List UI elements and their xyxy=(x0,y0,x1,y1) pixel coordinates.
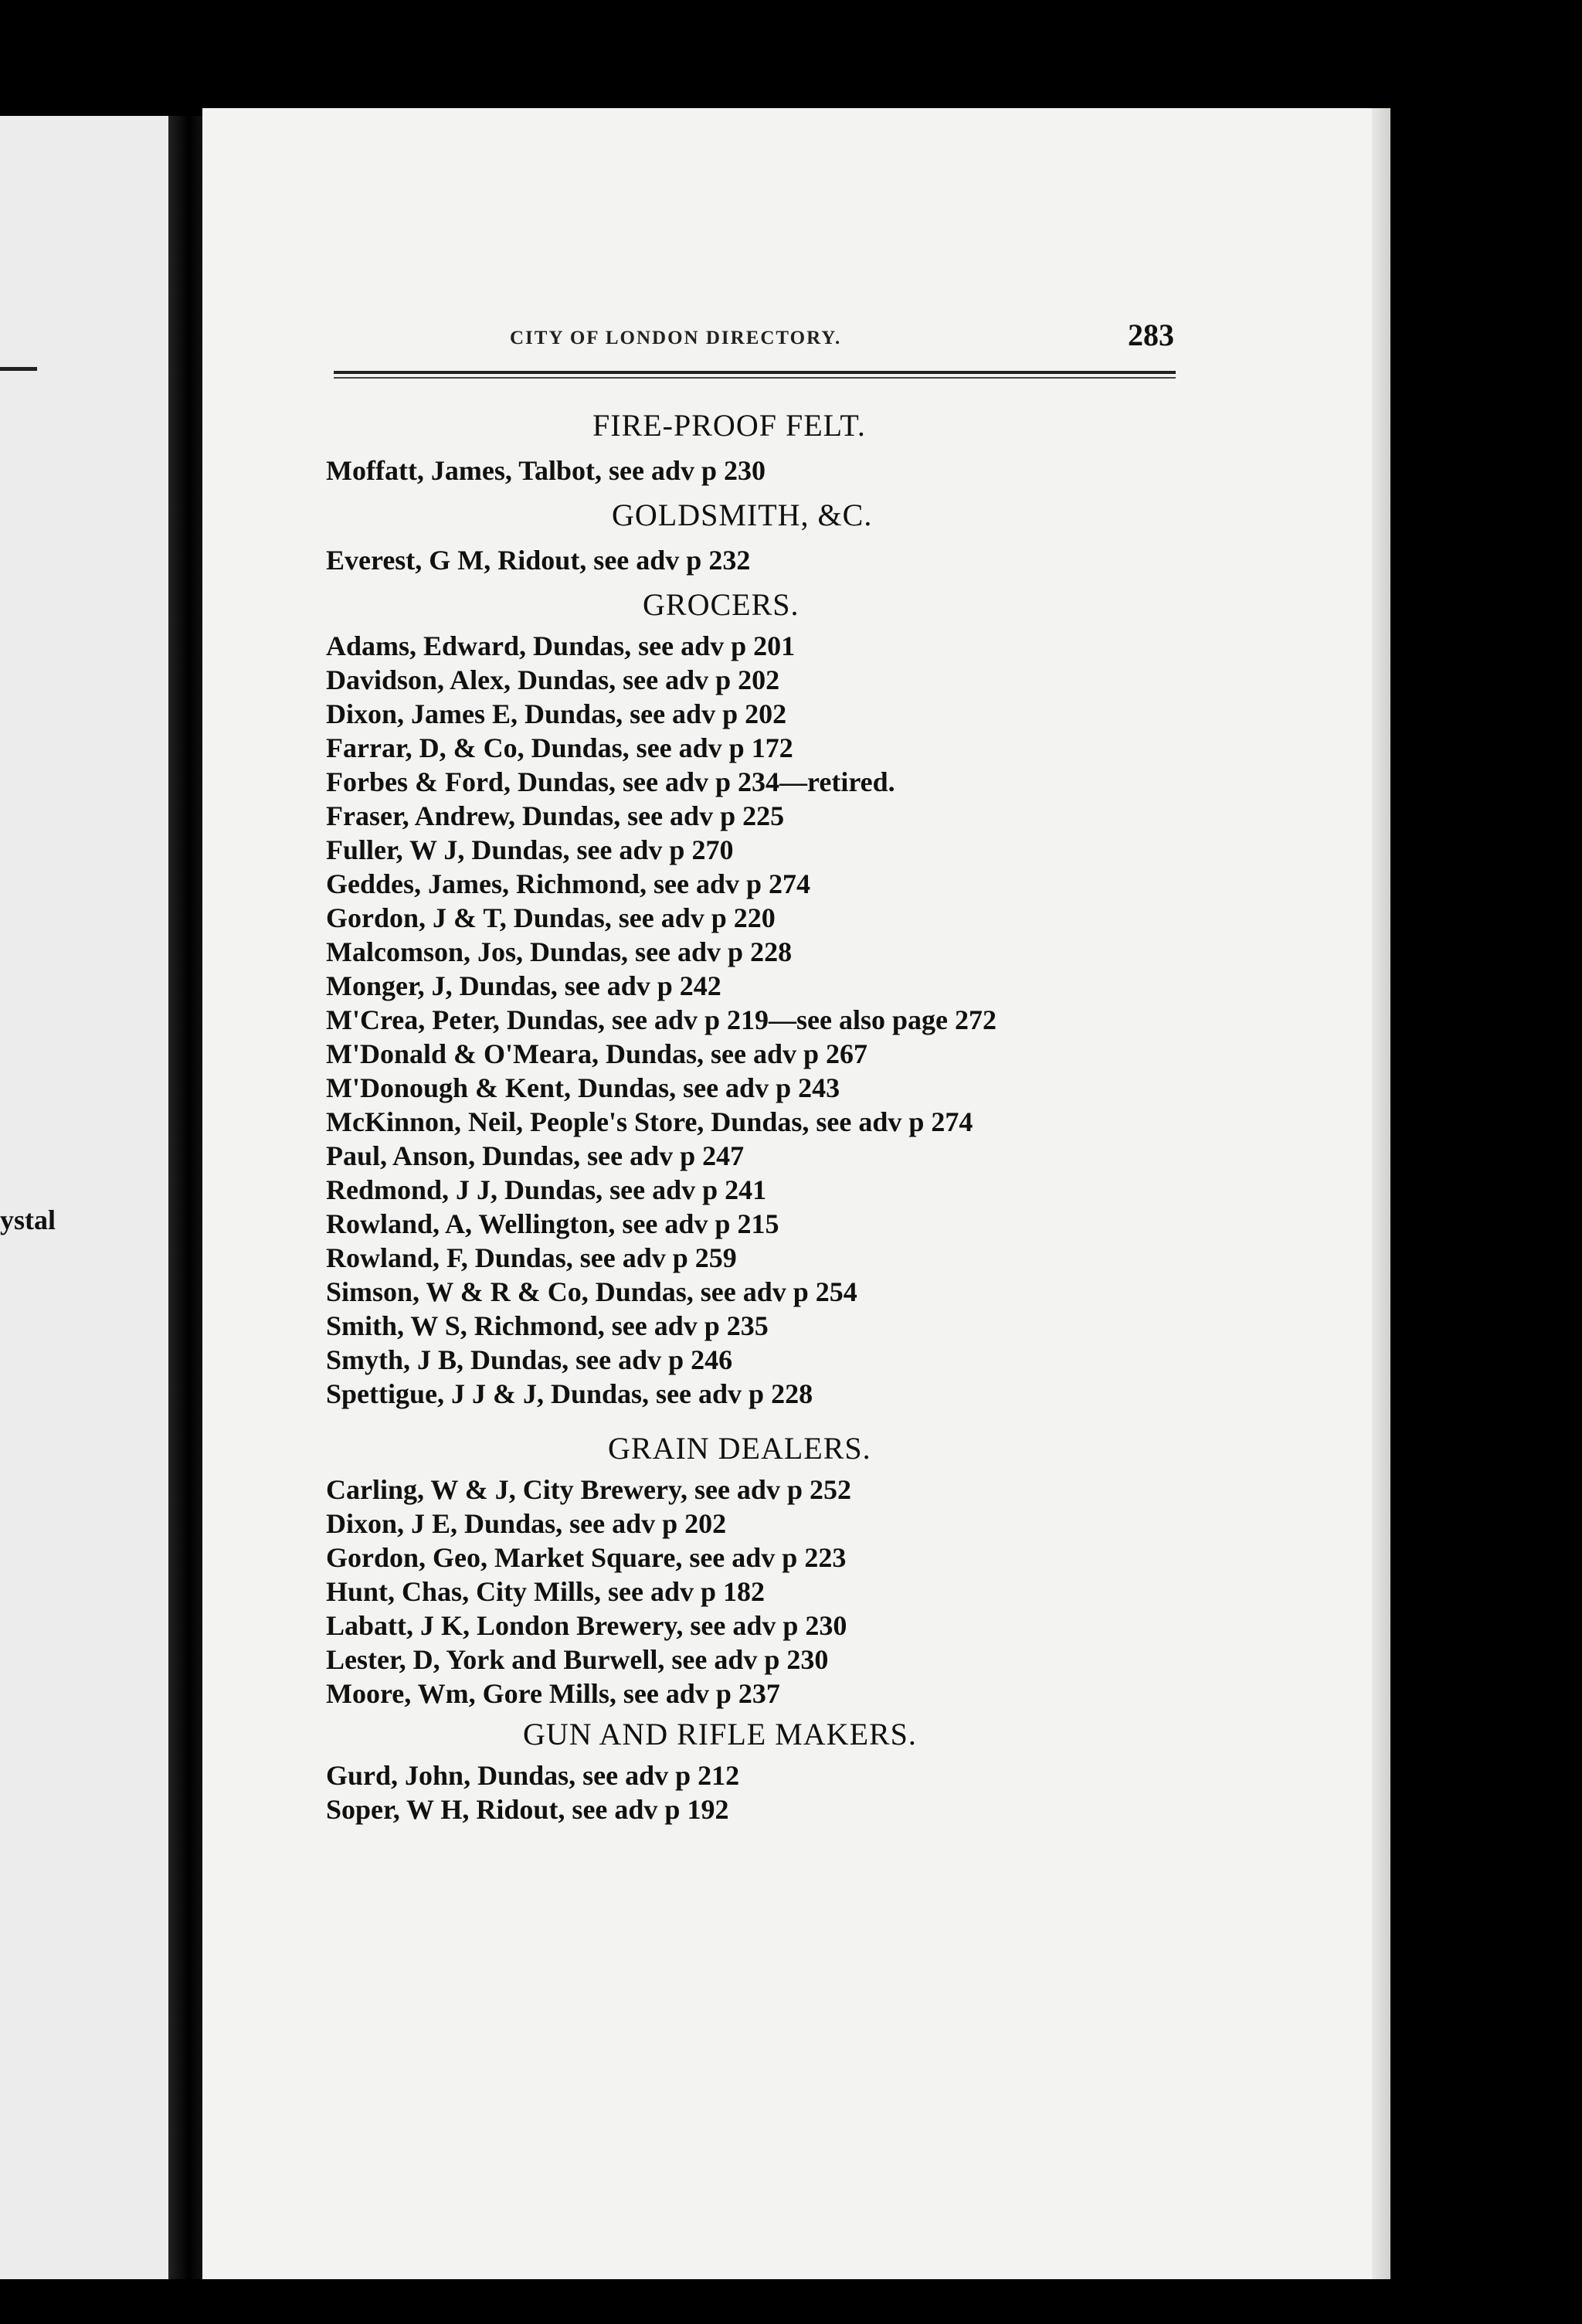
directory-entry: Redmond, J J, Dundas, see adv p 241 xyxy=(326,1174,767,1205)
directory-entry: Gordon, Geo, Market Square, see adv p 223 xyxy=(326,1542,847,1573)
directory-entry: Rowland, A, Wellington, see adv p 215 xyxy=(326,1208,779,1239)
section-heading: GROCERS. xyxy=(643,587,799,622)
directory-entry: Simson, W & R & Co, Dundas, see adv p 254 xyxy=(326,1276,857,1307)
book-gutter xyxy=(168,116,202,2279)
directory-entry: Fuller, W J, Dundas, see adv p 270 xyxy=(326,834,734,865)
directory-entry: Adams, Edward, Dundas, see adv p 201 xyxy=(326,630,796,661)
section-heading: GRAIN DEALERS. xyxy=(608,1431,871,1466)
directory-page xyxy=(202,108,1390,2279)
directory-entry: Smith, W S, Richmond, see adv p 235 xyxy=(326,1310,769,1341)
directory-entry: Gordon, J & T, Dundas, see adv p 220 xyxy=(326,902,776,933)
page-number: 283 xyxy=(1128,318,1174,352)
directory-entry: Dixon, J E, Dundas, see adv p 202 xyxy=(326,1508,727,1539)
directory-entry: M'Donough & Kent, Dundas, see adv p 243 xyxy=(326,1072,840,1103)
directory-content xyxy=(326,402,1377,1826)
directory-entry: Moore, Wm, Gore Mills, see adv p 237 xyxy=(326,1678,780,1709)
directory-entry: M'Crea, Peter, Dundas, see adv p 219—see also page 272 xyxy=(326,1004,996,1035)
directory-entry: Farrar, D, & Co, Dundas, see adv p 172 xyxy=(326,732,793,763)
directory-entry: Paul, Anson, Dundas, see adv p 247 xyxy=(326,1140,745,1171)
directory-entry: Everest, G M, Ridout, see adv p 232 xyxy=(326,545,751,576)
directory-entry: Hunt, Chas, City Mills, see adv p 182 xyxy=(326,1576,766,1607)
directory-entry: Soper, W H, Ridout, see adv p 192 xyxy=(326,1794,729,1825)
directory-entry: McKinnon, Neil, People's Store, Dundas, see adv p 274 xyxy=(326,1106,973,1137)
directory-entry: Rowland, F, Dundas, see adv p 259 xyxy=(326,1242,737,1273)
left-facing-page xyxy=(0,116,168,2279)
section-heading: GOLDSMITH, &C. xyxy=(612,498,873,532)
directory-entry: Monger, J, Dundas, see adv p 242 xyxy=(326,970,721,1001)
directory-entry: Geddes, James, Richmond, see adv p 274 xyxy=(326,868,811,899)
section-heading: GUN AND RIFLE MAKERS. xyxy=(523,1717,917,1751)
directory-entry: Gurd, John, Dundas, see adv p 212 xyxy=(326,1760,740,1791)
directory-entry: Labatt, J K, London Brewery, see adv p 230 xyxy=(326,1610,847,1641)
directory-entry: Davidson, Alex, Dundas, see adv p 202 xyxy=(326,664,780,695)
directory-entry: Moffatt, James, Talbot, see adv p 230 xyxy=(326,455,766,486)
header-rule xyxy=(334,371,1176,374)
running-title: CITY OF LONDON DIRECTORY. xyxy=(510,328,842,348)
directory-entry: Fraser, Andrew, Dundas, see adv p 225 xyxy=(326,800,785,831)
directory-entry: Spettigue, J J & J, Dundas, see adv p 228 xyxy=(326,1378,813,1409)
directory-entry: Dixon, James E, Dundas, see adv p 202 xyxy=(326,698,787,729)
page-edge-shadow xyxy=(1372,108,1390,2279)
left-page-rule xyxy=(0,367,37,371)
left-page-text-fragment: ystal xyxy=(0,1204,56,1235)
directory-entry: Malcomson, Jos, Dundas, see adv p 228 xyxy=(326,936,793,967)
section-heading: FIRE-PROOF FELT. xyxy=(592,408,866,443)
directory-entry: Smyth, J B, Dundas, see adv p 246 xyxy=(326,1344,733,1375)
directory-entry: Forbes & Ford, Dundas, see adv p 234—retired. xyxy=(326,766,895,797)
directory-entry: Lester, D, York and Burwell, see adv p 230 xyxy=(326,1644,829,1675)
directory-entry: Carling, W & J, City Brewery, see adv p 252 xyxy=(326,1474,851,1505)
directory-entry: M'Donald & O'Meara, Dundas, see adv p 267 xyxy=(326,1038,868,1069)
page-header xyxy=(334,317,1369,363)
header-rule-thin xyxy=(334,377,1176,379)
